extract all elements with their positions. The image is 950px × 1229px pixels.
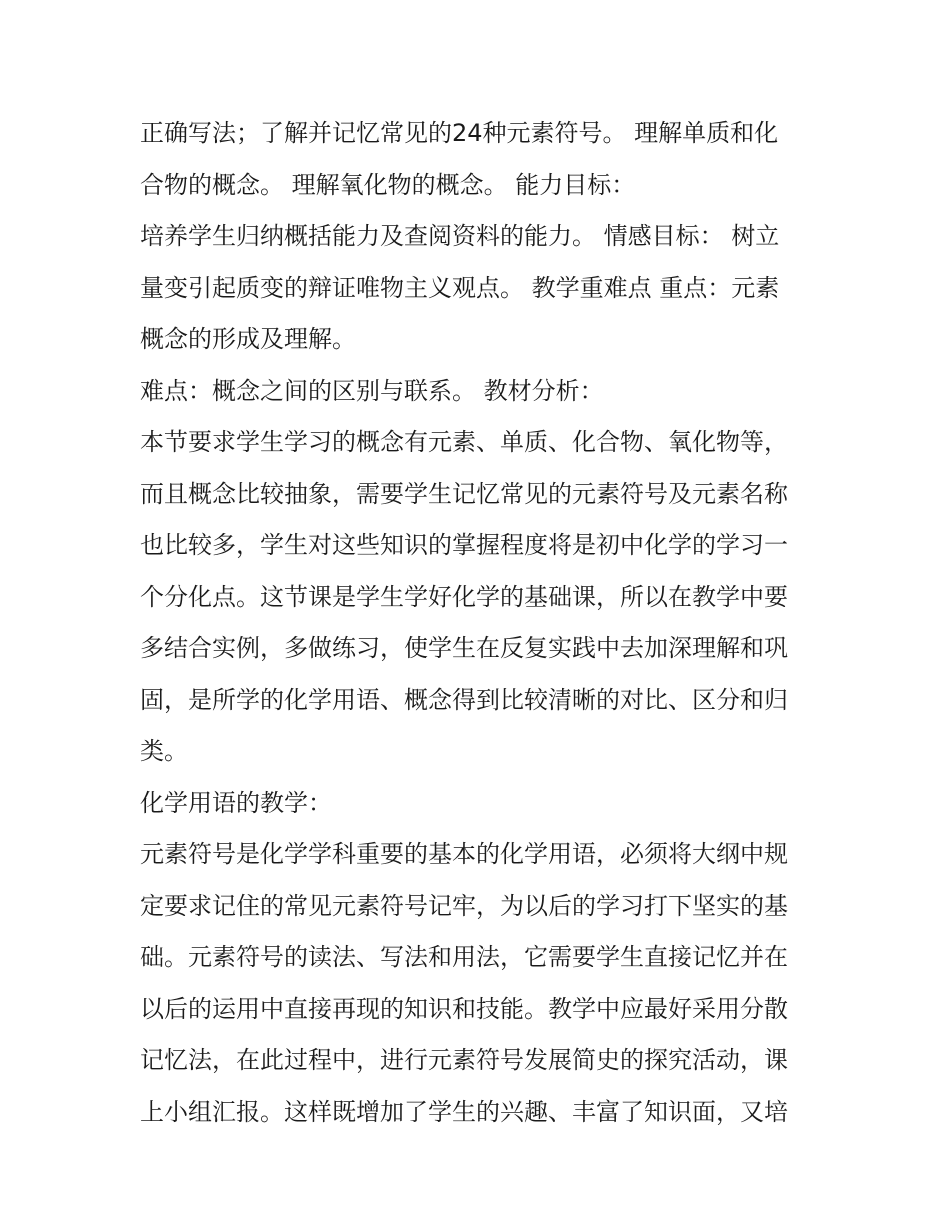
text-line: 记忆法，在此过程中，进行元素符号发展简史的探究活动，课 bbox=[140, 1046, 788, 1074]
text-line: 元素符号是化学学科重要的基本的化学用语，必须将大纲中规 bbox=[140, 840, 788, 868]
text-line: 以后的运用中直接再现的知识和技能。教学中应最好采用分散 bbox=[140, 994, 788, 1023]
text-line: 多结合实例，多做练习，使学生在反复实践中去加深理解和巩 bbox=[140, 634, 788, 662]
text-line: 培养学生归纳概括能力及查阅资料的能力。 情感目标： 树立 bbox=[140, 222, 780, 250]
text-line: 上小组汇报。这样既增加了学生的兴趣、丰富了知识面，又培 bbox=[140, 1097, 788, 1126]
text-line: 固，是所学的化学用语、概念得到比较清晰的对比、区分和归 bbox=[140, 685, 788, 714]
text-line: 定要求记住的常见元素符号记牢，为以后的学习打下坚实的基 bbox=[140, 891, 788, 920]
text-line: 难点：概念之间的区别与联系。 教材分析： bbox=[140, 376, 604, 405]
text-line: 本节要求学生学习的概念有元素、单质、化合物、氧化物等， bbox=[140, 428, 788, 456]
text-line: 类。 bbox=[140, 737, 188, 765]
text-line: 础。元素符号的读法、写法和用法，它需要学生直接记忆并在 bbox=[140, 943, 788, 971]
text-line: 概念的形成及理解。 bbox=[140, 325, 356, 353]
text-line: 个分化点。这节课是学生学好化学的基础课，所以在教学中要 bbox=[140, 582, 788, 611]
text-line: 也比较多，学生对这些知识的掌握程度将是初中化学的学习一 bbox=[140, 531, 788, 559]
text-line: 量变引起质变的辩证唯物主义观点。 教学重难点 重点：元素 bbox=[140, 273, 780, 302]
section-heading: 化学用语的教学： bbox=[140, 788, 332, 817]
text-line: 而且概念比较抽象，需要学生记忆常见的元素符号及元素名称 bbox=[140, 479, 788, 508]
text-line: 正确写法；了解并记忆常见的24种元素符号。 理解单质和化 bbox=[140, 119, 779, 147]
text-line: 合物的概念。 理解氧化物的概念。 能力目标： bbox=[140, 170, 636, 199]
document-body bbox=[140, 108, 820, 1138]
